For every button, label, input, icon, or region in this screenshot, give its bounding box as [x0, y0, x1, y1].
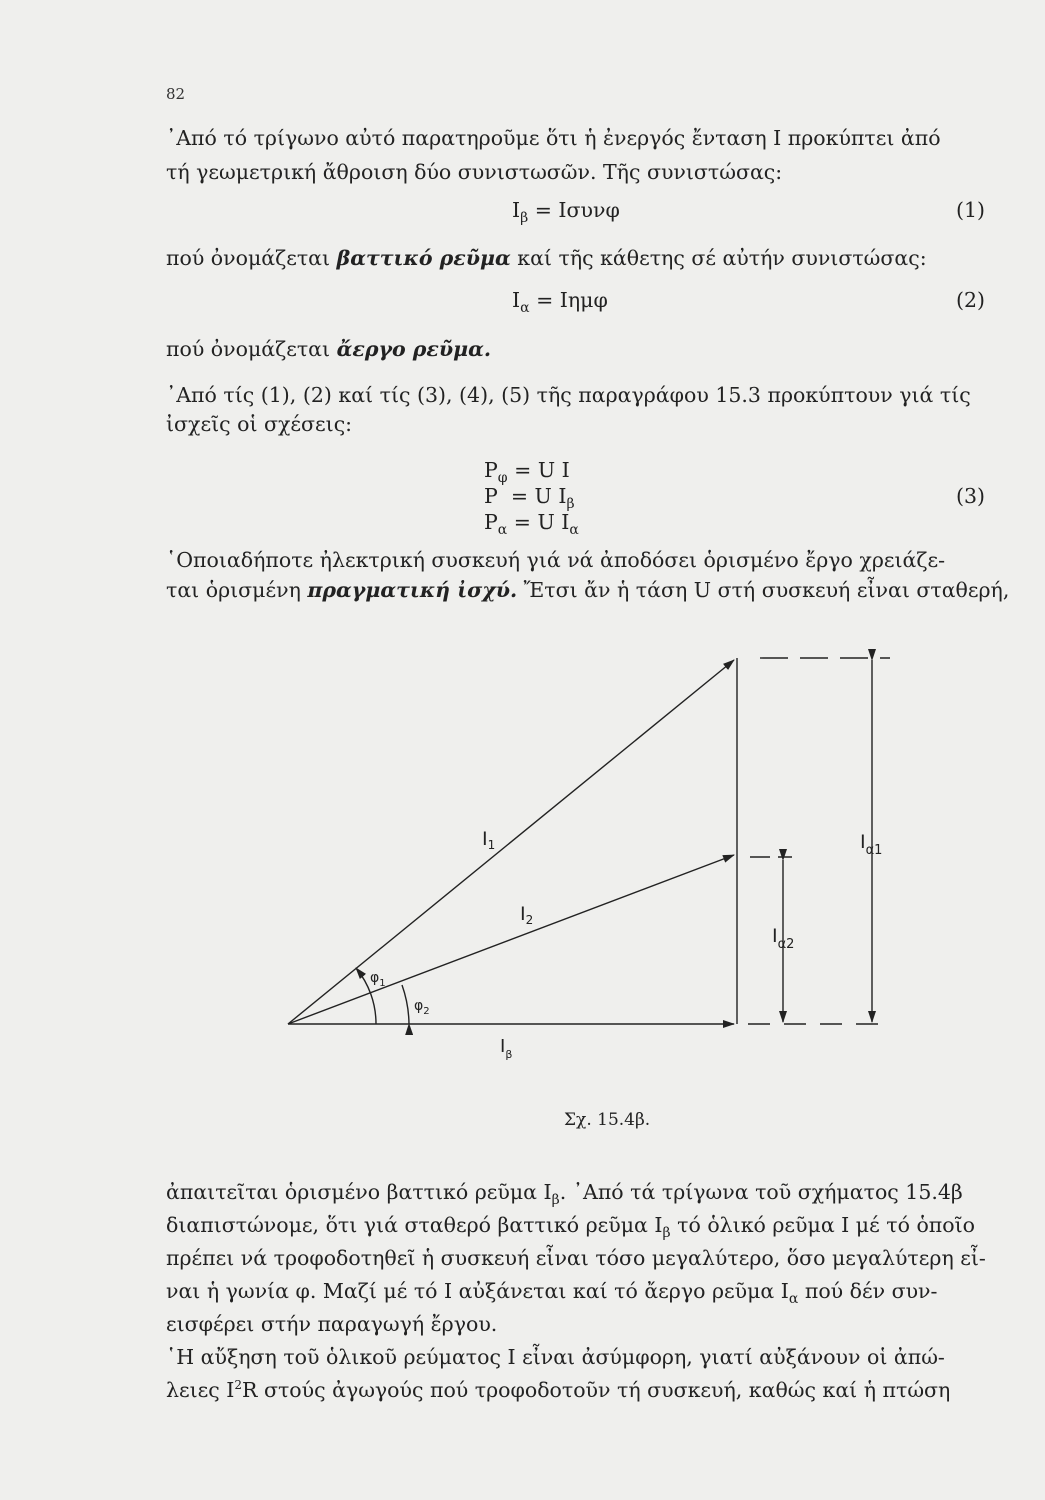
- para3-line-5: εισφέρει στήν παραγωγή ἔργου.: [166, 1312, 498, 1336]
- para3-line-2: διαπιστώνομε, ὅτι γιά σταθερό βαττικό ρεῦμα $I_\beta$ τό ὁλικό ρεῦμα Ι μέ τό ὁποῖο: [166, 1213, 975, 1241]
- equation-2: $I_\alpha = I\eta\mu\varphi$: [512, 288, 608, 316]
- page-number: 82: [166, 85, 186, 103]
- equation-3-row-3: $P_\alpha = U$ $I_\alpha$: [484, 510, 579, 538]
- label-phi1: $\varphi_1$: [370, 970, 386, 989]
- label-phi2: $\varphi_2$: [414, 998, 430, 1017]
- figure-caption: Σχ. 15.4β.: [564, 1110, 651, 1130]
- text-line-ib: πού ὀνομάζεται βαττικό ρεῦμα καί τῆς κάθετης σέ αὐτήν συνιστώσας:: [166, 246, 927, 270]
- equation-1-number: (1): [956, 198, 986, 222]
- intro-line-2: τή γεωμετρική ἄθροιση δύο συνιστωσῶν. Τῆς συνιστώσας:: [166, 160, 783, 184]
- angle-phi2-arc: [402, 985, 409, 1024]
- vector-I2: [288, 855, 734, 1024]
- label-Ib: $I_\beta$: [500, 1036, 513, 1061]
- text-line-ia: πού ὀνομάζεται ἄεργο ρεῦμα.: [166, 337, 492, 361]
- para2-line-1: ῾Οποιαδήποτε ἠλεκτρική συσκευή γιά νά ἀποδόσει ὁρισμένο ἔργο χρειάζε-: [166, 548, 946, 572]
- para4-line-1: ῾Η αὔξηση τοῦ ὁλικοῦ ρεύματος Ι εἶναι ἀσύμφορη, γιατί αὐξάνουν οἱ ἀπώ-: [166, 1345, 945, 1369]
- equation-1: $I_\beta = I\sigma\upsilon\nu\varphi$: [512, 198, 620, 226]
- intro2-line-2: ἰσχεῖς οἱ σχέσεις:: [166, 412, 353, 436]
- equation-3-row-2: P = U $I_\beta$: [484, 484, 575, 512]
- intro2-line-1: ᾽Από τίς (1), (2) καί τίς (3), (4), (5) τῆς παραγράφου 15.3 προκύπτουν γιά τίς: [166, 383, 971, 407]
- para4-line-2: λειες $I^2R$ στούς ἀγωγούς πού τροφοδοτοῦν τή συσκευή, καθώς καί ἡ πτώση: [166, 1378, 951, 1402]
- intro-line-1: ᾽Από τό τρίγωνο αὐτό παρατηροῦμε ὅτι ἡ ἐνεργός ἔνταση Ι προκύπτει ἀπό: [166, 126, 941, 150]
- equation-3-number: (3): [956, 484, 986, 508]
- vector-I1: [288, 660, 734, 1024]
- equation-3-row-1: $P_\varphi = U$ I: [484, 458, 570, 486]
- para3-line-1: ἀπαιτεῖται ὁρισμένο βαττικό ρεῦμα $I_\beta$. ᾽Από τά τρίγωνα τοῦ σχήματος 15.4β: [166, 1180, 963, 1208]
- para2-line-2: ται ὁρισμένη πραγματική ἰσχύ. Ἔτσι ἄν ἡ τάση U στή συσκευή εἶναι σταθερή,: [166, 578, 1010, 602]
- label-Ia2: $I_{\alpha 2}$: [772, 925, 795, 952]
- label-I1: $I_1$: [482, 828, 496, 852]
- label-I2: $I_2$: [520, 903, 534, 927]
- label-Ia1: $I_{\alpha 1}$: [860, 831, 883, 858]
- para3-line-3: πρέπει νά τροφοδοτηθεῖ ἡ συσκευή εἶναι τόσο μεγαλύτερο, ὅσο μεγαλύτερη εἶ-: [166, 1246, 986, 1270]
- para3-line-4: ναι ἡ γωνία φ. Μαζί μέ τό Ι αὐξάνεται καί τό ἄεργο ρεῦμα $I_\alpha$ πού δέν συν-: [166, 1279, 938, 1307]
- equation-2-number: (2): [956, 288, 986, 312]
